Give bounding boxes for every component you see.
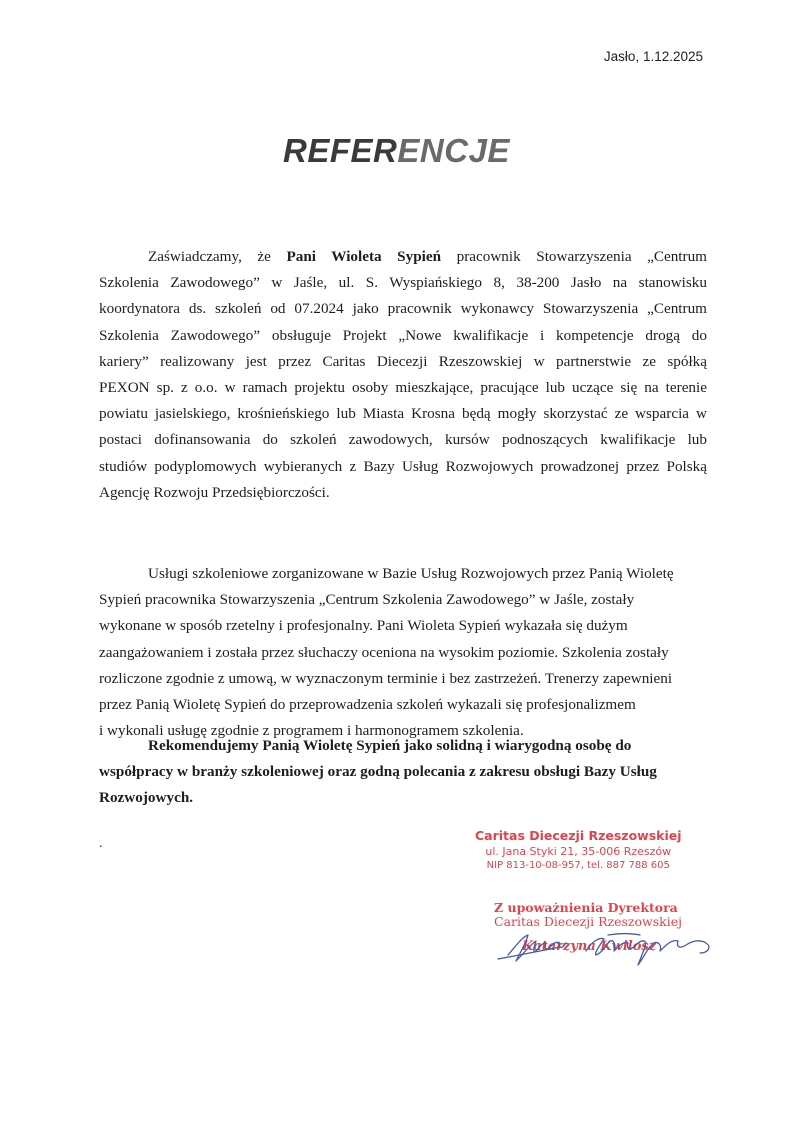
paragraph-line: Agencję Rozwoju Przedsiębiorczości. <box>99 483 330 501</box>
stamp-org-name: Caritas Diecezji Rzeszowskiej <box>475 828 682 843</box>
paragraph-line: wykonane w sposób rzetelny i profesjonalny. Pani Wioleta Sypień wykazała się dużym <box>99 617 628 635</box>
authorization-line-1: Z upoważnienia Dyrektora <box>494 900 678 915</box>
paragraph-line: Szkolenia Zawodowego” w Jaśle, ul. S. Wyspiańskiego 8, 38-200 Jasło na stanowisku <box>99 274 707 292</box>
stray-dot: . <box>99 836 103 851</box>
paragraph-line: Zaświadczamy, że Pani Wioleta Sypień pracownik Stowarzyszenia „Centrum <box>148 248 707 265</box>
stamp-ids: NIP 813-10-08-957, tel. 887 788 605 <box>486 860 670 871</box>
document-title <box>0 132 793 170</box>
paragraph-line: rozliczone zgodnie z umową, w wyznaczonym terminie i bez zastrzeżeń. Trenerzy zapewnieni <box>99 669 673 687</box>
paragraph-services <box>99 561 707 744</box>
paragraph-line: Rozwojowych. <box>99 789 194 807</box>
title-part-1: REFER <box>283 132 398 169</box>
handwritten-signature-icon <box>490 925 740 975</box>
authorization-line-2: Caritas Diecezji Rzeszowskiej <box>494 914 682 929</box>
paragraph-line: zaangażowaniem i została przez słuchaczy oceniona na wysokim poziomie. Szkolenia zostały <box>99 643 669 661</box>
paragraph-line: przez Panią Wioletę Sypień do przeprowadzenia szkoleń wykazali się profesjonalizmem <box>99 696 636 714</box>
paragraph-certification <box>99 244 707 506</box>
paragraph-line: kariery” realizowany jest przez Caritas Diecezji Rzeszowskiej w partnerstwie ze spółką <box>99 352 707 370</box>
paragraph-line: PEXON sp. z o.o. w ramach projektu osoby mieszkające, pracujące lub uczące się na terenie <box>99 379 707 397</box>
document-date: Jasło, 1.12.2025 <box>603 49 703 64</box>
signer-name: Katarzyna Kwilosz <box>522 939 657 954</box>
paragraph-line: Rekomendujemy Panią Wioletę Sypień jako solidną i wiarygodną osobę do <box>148 737 632 754</box>
paragraph-line: współpracy w branży szkoleniowej oraz godną polecania z zakresu obsługi Bazy Usług <box>99 763 657 781</box>
paragraph-line: Sypień pracownika Stowarzyszenia „Centrum Szkolenia Zawodowego” w Jaśle, zostały <box>99 591 635 609</box>
paragraph-line: studiów podyplomowych wybieranych z Bazy Usług Rozwojowych prowadzonej przez Polską <box>99 457 707 475</box>
paragraph-line: Szkolenia Zawodowego” obsługuje Projekt „Nowe kwalifikacje i kompetencje drogą do <box>99 326 707 344</box>
paragraph-line: Usługi szkoleniowe zorganizowane w Bazie Usług Rozwojowych przez Panią Wioletę <box>148 565 674 582</box>
employee-name: Pani Wioleta Sypień <box>286 248 442 265</box>
paragraph-line: i wykonali usługę zgodnie z programem i harmonogramem szkolenia. <box>99 722 524 740</box>
organization-stamp <box>475 828 682 871</box>
paragraph-line: powiatu jasielskiego, krośnieńskiego lub Miasta Krosna będą mogły skorzystać ze wsparcia w <box>99 405 707 423</box>
paragraph-line: koordynatora ds. szkoleń od 07.2024 jako pracownik wykonawcy Stowarzyszenia „Centrum <box>99 300 707 318</box>
paragraph-recommendation <box>99 733 707 812</box>
stamp-address: ul. Jana Styki 21, 35-006 Rzeszów <box>485 845 672 858</box>
paragraph-line: postaci dofinansowania do szkoleń zawodowych, kursów podnoszących kwalifikacje lub <box>99 431 707 449</box>
title-part-2: ENCJE <box>397 132 510 169</box>
